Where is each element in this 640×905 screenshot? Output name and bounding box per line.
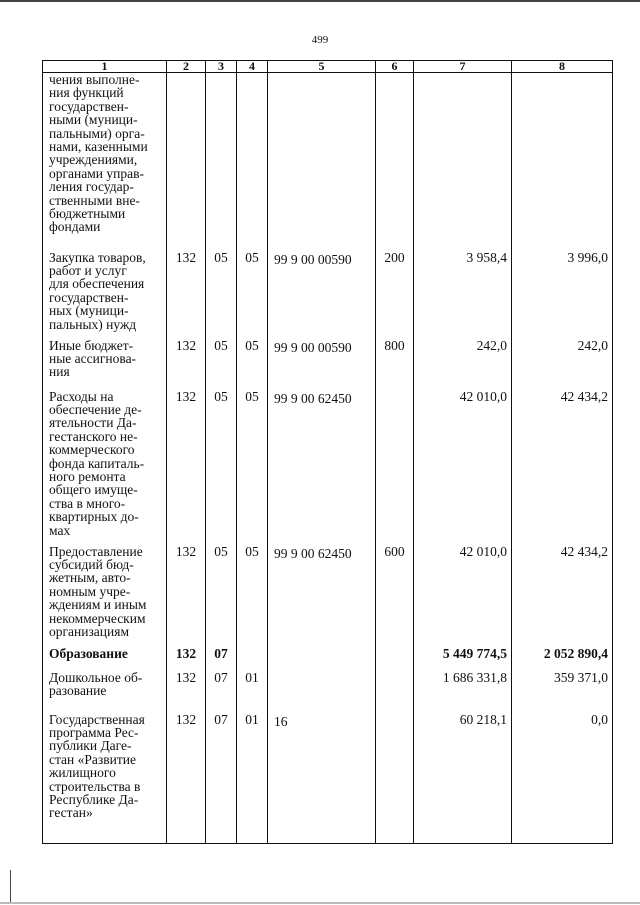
cell-col-3: 05 [206, 339, 237, 390]
cell-col-7: 42 010,0 [414, 390, 512, 545]
cell-col-3: 05 [206, 390, 237, 545]
cell-col-3: 07 [206, 647, 237, 671]
cell-col-4: 05 [237, 545, 268, 647]
table-row [43, 390, 613, 545]
cell-col-8: 242,0 [512, 339, 613, 390]
cell-col-7: 42 010,0 [414, 545, 512, 647]
row-name-cell: Дошкольное об- разование [43, 671, 167, 713]
cell-col-2: 132 [167, 339, 206, 390]
cell-col-8: 42 434,2 [512, 390, 613, 545]
cell-col-4: 05 [237, 390, 268, 545]
cell-col-6: 600 [376, 545, 414, 647]
cell-col-2 [167, 73, 206, 251]
cell-col-5 [268, 671, 376, 713]
cell-col-3 [206, 73, 237, 251]
cell-col-7 [414, 73, 512, 251]
row-name-cell: чения выполне- ния функций государствен- ными (муници- пальными) орга- нами, казенными учреждениями, органами управ- ления государ- ственными вне- бюджетными фондами [43, 73, 167, 251]
cell-col-4: 01 [237, 671, 268, 713]
cell-col-7: 1 686 331,8 [414, 671, 512, 713]
cell-col-8: 42 434,2 [512, 545, 613, 647]
cell-col-7: 5 449 774,5 [414, 647, 512, 671]
cell-col-6 [376, 671, 414, 713]
cell-col-6 [376, 390, 414, 545]
cell-col-8: 0,0 [512, 713, 613, 844]
cell-col-6: 200 [376, 251, 414, 339]
cell-col-8 [512, 73, 613, 251]
cell-col-5: 99 9 00 00590 [268, 339, 376, 390]
top-border-line [0, 0, 640, 2]
page-number: 499 [311, 34, 329, 46]
cell-col-2: 132 [167, 545, 206, 647]
cell-col-2: 132 [167, 671, 206, 713]
cell-col-4: 01 [237, 713, 268, 844]
column-header: 1 [43, 61, 167, 73]
cell-col-7: 242,0 [414, 339, 512, 390]
column-header: 7 [414, 61, 512, 73]
table-row [43, 713, 613, 844]
row-name-cell: Иные бюджет- ные ассигнова- ния [43, 339, 167, 390]
table-row [43, 73, 613, 251]
column-header: 5 [268, 61, 376, 73]
cell-col-4 [237, 647, 268, 671]
cell-col-5 [268, 647, 376, 671]
row-name-cell: Закупка товаров, работ и услуг для обеспечения государствен- ных (муници- пальных) нужд [43, 251, 167, 339]
cell-col-6 [376, 73, 414, 251]
cell-col-6 [376, 713, 414, 844]
cell-col-4 [237, 73, 268, 251]
table-row [43, 339, 613, 390]
row-name-cell: Государственная программа Рес- публики Даге- стан «Развитие жилищного строительства в Республике Да- гестан» [43, 713, 167, 844]
cell-col-3: 05 [206, 251, 237, 339]
table-row [43, 647, 613, 671]
cell-col-3: 05 [206, 545, 237, 647]
cell-col-5: 99 9 00 62450 [268, 545, 376, 647]
cell-col-2: 132 [167, 713, 206, 844]
cell-col-5 [268, 73, 376, 251]
cell-col-5: 99 9 00 00590 [268, 251, 376, 339]
cell-col-6 [376, 647, 414, 671]
row-name-cell: Расходы на обеспечение де- ятельности Да- гестанского не- коммерческого фонда капиталь- ного ремонта общего имуще- ства в много- квартирных до- мах [43, 390, 167, 545]
table-row [43, 251, 613, 339]
cell-col-4: 05 [237, 339, 268, 390]
column-header: 4 [237, 61, 268, 73]
table-row [43, 671, 613, 713]
budget-table [42, 60, 613, 844]
cell-col-8: 2 052 890,4 [512, 647, 613, 671]
row-name-cell: Образование [43, 647, 167, 671]
column-header: 3 [206, 61, 237, 73]
cell-col-5: 99 9 00 62450 [268, 390, 376, 545]
column-header: 8 [512, 61, 613, 73]
column-header: 2 [167, 61, 206, 73]
cell-col-2: 132 [167, 390, 206, 545]
table-header-row [43, 61, 613, 73]
bottom-border-line [0, 902, 640, 904]
cell-col-2: 132 [167, 251, 206, 339]
cell-col-8: 3 996,0 [512, 251, 613, 339]
cell-col-6: 800 [376, 339, 414, 390]
cell-col-7: 60 218,1 [414, 713, 512, 844]
row-name-cell: Предоставление субсидий бюд- жетным, авто- номным учре- ждениям и иным некоммерческим организациям [43, 545, 167, 647]
cell-col-8: 359 371,0 [512, 671, 613, 713]
cell-col-4: 05 [237, 251, 268, 339]
table-body [43, 73, 613, 844]
column-header: 6 [376, 61, 414, 73]
table-row [43, 545, 613, 647]
cell-col-2: 132 [167, 647, 206, 671]
cell-col-3: 07 [206, 713, 237, 844]
cell-col-5: 16 [268, 713, 376, 844]
cell-col-7: 3 958,4 [414, 251, 512, 339]
cell-col-3: 07 [206, 671, 237, 713]
margin-mark [10, 870, 11, 902]
